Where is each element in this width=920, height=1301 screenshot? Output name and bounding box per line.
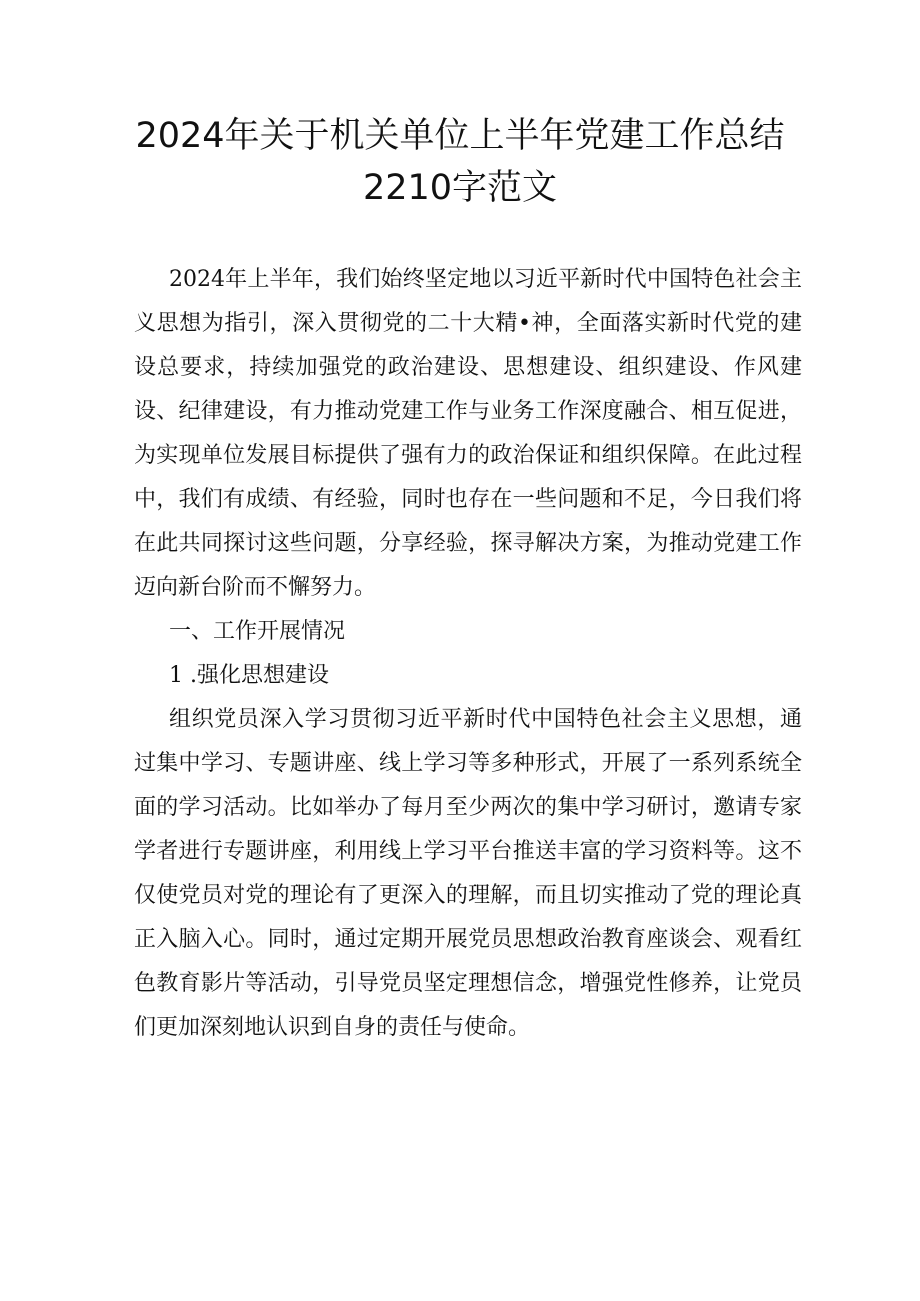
- section-heading: 一、工作开展情况: [169, 619, 346, 644]
- title-line-1: 2024年关于机关单位上半年党建工作总结: [135, 116, 785, 156]
- document-body: [134, 258, 802, 1050]
- document-title: [120, 110, 800, 214]
- body-paragraph: 组织党员深入学习贯彻习近平新时代中国特色社会主义思想，通过集中学习、专题讲座、线上学习等多种形式，开展了一系列系统全面的学习活动。比如举办了每月至少两次的集中学习研讨，邀请专家学者进行专题讲座，利用线上学习平台推送丰富的学习资料等。这不仅使党员对党的理论有了更深入的理解，而且切实推动了党的理论真正入脑入心。同时，通过定期开展党员思想政治教育座谈会、观看红色教育影片等活动，引导党员坚定理想信念，增强党性修养，让党员们更加深刻地认识到自身的责任与使命。: [134, 707, 802, 1040]
- intro-paragraph: 2024年上半年，我们始终坚定地以习近平新时代中国特色社会主义思想为指引，深入贯彻党的二十大精•神，全面落实新时代党的建设总要求，持续加强党的政治建设、思想建设、组织建设、作风建设、纪律建设，有力推动党建工作与业务工作深度融合、相互促进，为实现单位发展目标提供了强有力的政治保证和组织保障。在此过程中，我们有成绩、有经验，同时也存在一些问题和不足，今日我们将在此共同探讨这些问题，分享经验，探寻解决方案，为推动党建工作迈向新台阶而不懈努力。: [134, 267, 802, 600]
- subsection-heading: 1 .强化思想建设: [169, 663, 329, 688]
- title-line-2: 2210字范文: [362, 168, 558, 208]
